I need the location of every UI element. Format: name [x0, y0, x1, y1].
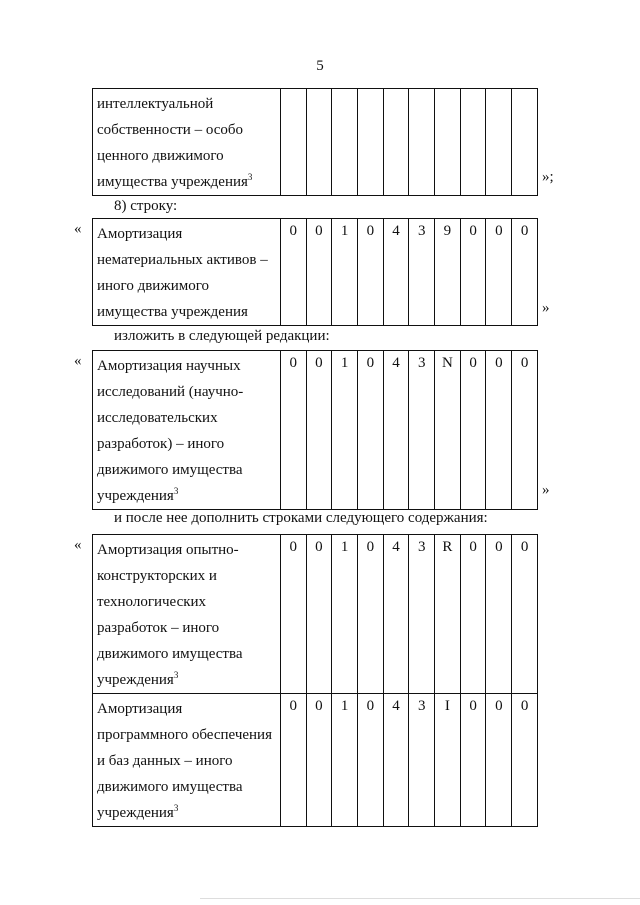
- code-cell: 0: [280, 219, 306, 326]
- opening-quote: «: [74, 353, 82, 369]
- code-cell: 0: [486, 535, 512, 694]
- code-cell: 1: [332, 351, 358, 510]
- code-cell: 0: [306, 694, 332, 827]
- label-line: и баз данных – иного: [97, 753, 233, 769]
- footnote-mark: 3: [173, 670, 179, 680]
- code-cell: 0: [486, 219, 512, 326]
- table-old-row: [92, 218, 538, 326]
- paragraph-item-8: 8) строку:: [114, 198, 178, 214]
- label-line: исследований (научно-: [97, 384, 244, 400]
- table-row: [93, 535, 538, 694]
- code-cell: 1: [332, 535, 358, 694]
- label-line: разработок) – иного: [97, 436, 225, 452]
- code-cell: 0: [357, 351, 383, 510]
- row-label: [93, 89, 281, 196]
- closing-quote: »;: [542, 169, 554, 185]
- label-line: учреждения$^3$: [97, 486, 179, 504]
- code-cell: 0: [486, 694, 512, 827]
- closing-quote: »: [542, 300, 550, 316]
- label-line: Амортизация опытно-: [97, 542, 239, 558]
- code-cell: 0: [357, 219, 383, 326]
- label-line: движимого имущества: [97, 462, 243, 478]
- label-line: учреждения$^3$: [97, 803, 179, 821]
- label-line: ценного движимого: [97, 148, 224, 164]
- paragraph-new-wording: изложить в следующей редакции:: [114, 328, 330, 344]
- table-row: [93, 694, 538, 827]
- code-cell: 0: [460, 219, 486, 326]
- code-cell: [280, 89, 306, 196]
- code-cell: 0: [512, 219, 538, 326]
- row-label: [93, 351, 281, 510]
- code-cell: [512, 89, 538, 196]
- code-cell: 0: [460, 351, 486, 510]
- row-label: [93, 219, 281, 326]
- code-cell: 3: [409, 351, 435, 510]
- label-line: разработок – иного: [97, 620, 220, 636]
- label-line: имущества учреждения: [97, 304, 248, 320]
- label-line: учреждения$^3$: [97, 670, 179, 688]
- label-line: движимого имущества: [97, 779, 243, 795]
- code-cell: 0: [512, 351, 538, 510]
- code-cell: [383, 89, 409, 196]
- code-cell: 0: [306, 535, 332, 694]
- code-cell: 3: [409, 694, 435, 827]
- code-cell: 0: [306, 351, 332, 510]
- code-cell: 3: [409, 219, 435, 326]
- code-cell: 4: [383, 351, 409, 510]
- code-cell: [460, 89, 486, 196]
- code-cell: 0: [280, 351, 306, 510]
- label-line: нематериальных активов –: [97, 252, 268, 268]
- label-line: интеллектуальной: [97, 96, 214, 112]
- code-cell: 1: [332, 219, 358, 326]
- code-cell: 4: [383, 694, 409, 827]
- label-line: Амортизация: [97, 701, 183, 717]
- label-line: исследовательских: [97, 410, 218, 426]
- row-label: [93, 694, 281, 827]
- code-cell: R: [435, 535, 461, 694]
- code-cell: 0: [306, 219, 332, 326]
- label-line: иного движимого: [97, 278, 209, 294]
- scan-edge-line: [200, 898, 640, 899]
- code-cell: 4: [383, 219, 409, 326]
- code-cell: 0: [460, 535, 486, 694]
- row-label: [93, 535, 281, 694]
- code-cell: 0: [280, 694, 306, 827]
- code-cell: 0: [280, 535, 306, 694]
- table-new-row: [92, 350, 538, 510]
- code-cell: 4: [383, 535, 409, 694]
- opening-quote: «: [74, 537, 82, 553]
- code-cell: 1: [332, 694, 358, 827]
- code-cell: N: [435, 351, 461, 510]
- label-line: Амортизация: [97, 226, 183, 242]
- code-cell: I: [435, 694, 461, 827]
- code-cell: [306, 89, 332, 196]
- code-cell: [332, 89, 358, 196]
- code-cell: 0: [486, 351, 512, 510]
- code-cell: [357, 89, 383, 196]
- code-cell: 9: [435, 219, 461, 326]
- paragraph-add-rows: и после нее дополнить строками следующего содержания:: [114, 510, 488, 526]
- code-cell: 0: [512, 694, 538, 827]
- footnote-mark: 3: [247, 172, 253, 182]
- footnote-mark: 3: [173, 803, 179, 813]
- label-line: технологических: [97, 594, 207, 610]
- label-line: имущества учреждения$^3$: [97, 172, 253, 190]
- code-cell: 0: [357, 535, 383, 694]
- label-line: конструкторских и: [97, 568, 217, 584]
- closing-quote: »: [542, 482, 550, 498]
- code-cell: 0: [357, 694, 383, 827]
- page-number: 5: [316, 58, 324, 74]
- code-cell: 3: [409, 535, 435, 694]
- label-line: программного обеспечения: [97, 727, 272, 743]
- code-cell: [409, 89, 435, 196]
- table-added-rows: [92, 534, 538, 827]
- code-cell: 0: [512, 535, 538, 694]
- code-cell: 0: [460, 694, 486, 827]
- label-line: движимого имущества: [97, 646, 243, 662]
- footnote-mark: 3: [173, 486, 179, 496]
- table-continuation: [92, 88, 538, 196]
- code-cell: [486, 89, 512, 196]
- label-line: собственности – особо: [97, 122, 243, 138]
- opening-quote: «: [74, 221, 82, 237]
- code-cell: [435, 89, 461, 196]
- label-line: Амортизация научных: [97, 358, 241, 374]
